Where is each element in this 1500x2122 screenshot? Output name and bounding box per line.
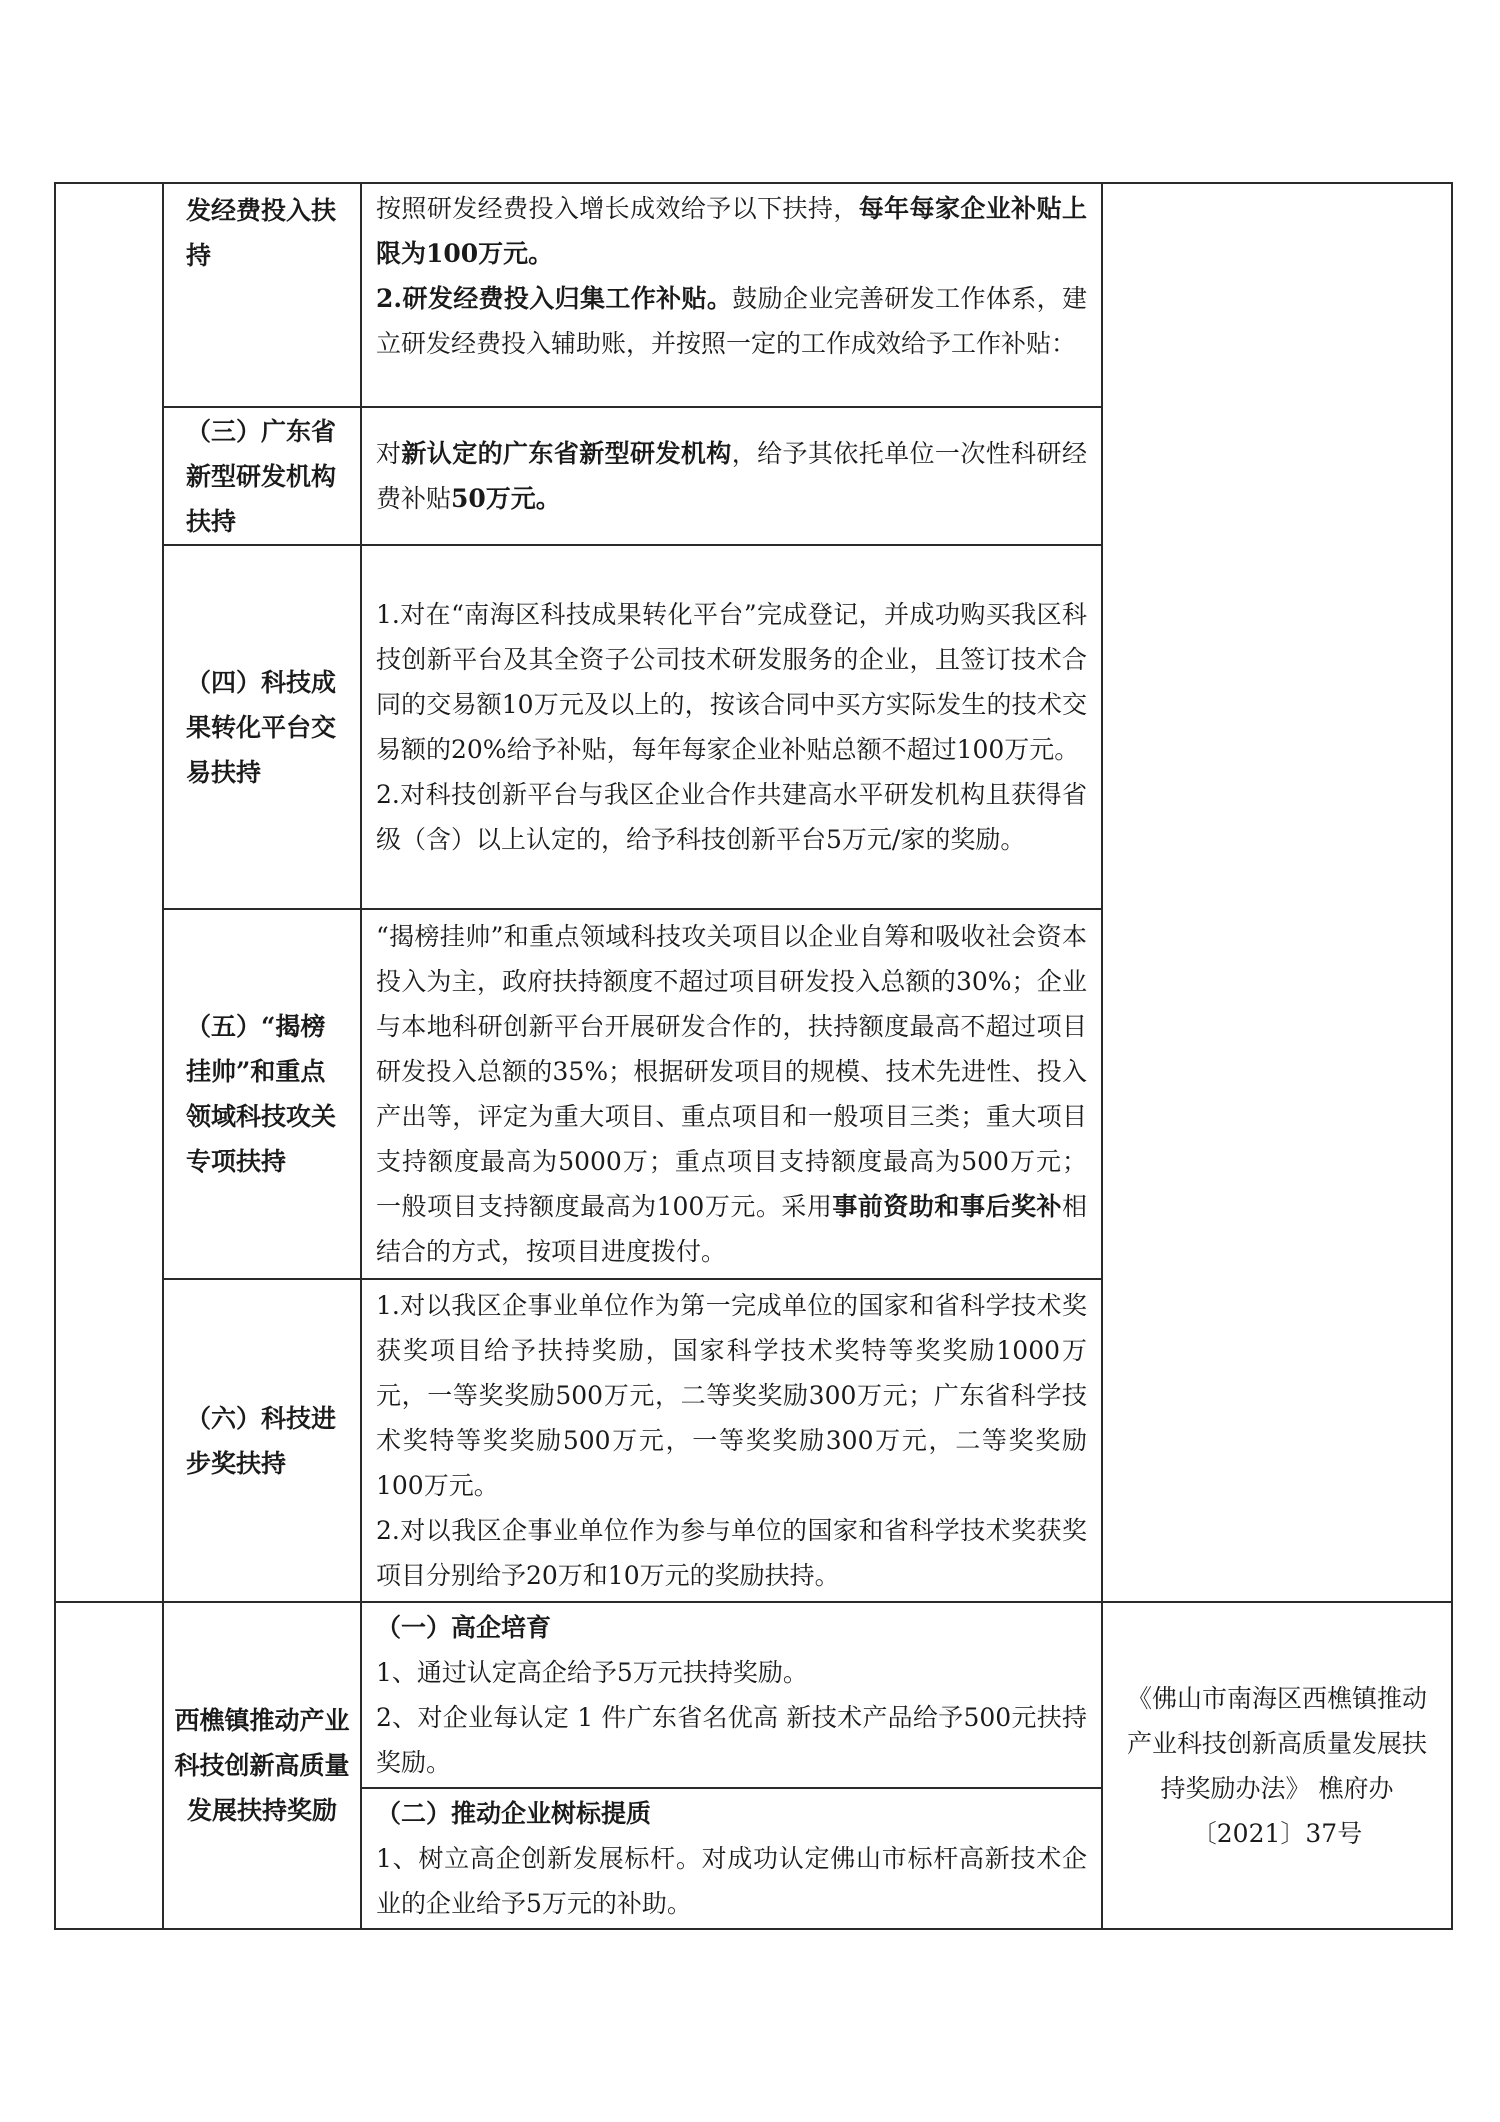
category-label: （五）“揭榜挂帅”和重点领域科技攻关专项扶持 [186, 1012, 337, 1176]
category-label: 西樵镇推动产业科技创新高质量发展扶持奖励 [174, 1706, 350, 1825]
source-cell [1102, 1602, 1452, 1929]
bold-text: 新认定的广东省新型研发机构 [401, 439, 732, 468]
content-cell [361, 545, 1102, 909]
paragraph: 1.对以我区企事业单位作为第一完成单位的国家和省科学技术奖获奖项目给予扶持奖励，国家科学技术奖特等奖奖励1000万元，一等奖奖励500万元，二等奖奖励300万元；广东省科学技术奖特等奖奖励500万元，一等奖奖励300万元，二等奖奖励100万元。 [376, 1291, 1087, 1500]
category-label: 发经费投入扶持 [186, 196, 337, 270]
category-label: （四）科技成果转化平台交易扶持 [186, 667, 337, 787]
paragraph [376, 431, 1087, 521]
bold-text: 2.研发经费投入归集工作补贴。 [376, 284, 733, 313]
category-cell [163, 909, 361, 1279]
policy-table [54, 182, 1453, 1930]
content-cell [361, 1279, 1102, 1602]
text: 按照研发经费投入增长成效给予以下扶持， [376, 194, 859, 223]
bold-text: 50万元。 [451, 484, 561, 513]
category-cell [163, 183, 361, 407]
table-row [55, 1602, 1452, 1929]
content-cell [361, 1602, 1102, 1929]
paragraph: 2.对科技创新平台与我区企业合作共建高水平研发机构且获得省级（含）以上认定的，给予科技创新平台5万元/家的奖励。 [376, 780, 1087, 854]
paragraph [376, 186, 1087, 276]
category-cell [163, 545, 361, 909]
category-label: （六）科技进步奖扶持 [186, 1403, 337, 1478]
text: 鼓励企业完善研发工作体系，建立研发经费投入辅助账，并按照一定的工作成效给予工作补贴： [376, 284, 1087, 358]
sub-section-heading: （二）推动企业树标提质 [376, 1799, 652, 1828]
sub-section [362, 1788, 1101, 1928]
text: 对 [376, 439, 402, 468]
bold-text: 事前资助和事后奖补 [832, 1192, 1062, 1221]
paragraph: 2、对企业每认定 1 件广东省名优高 新技术产品给予500元扶持奖励。 [376, 1703, 1087, 1777]
content-cell [361, 407, 1102, 545]
paragraph [376, 276, 1087, 366]
sub-section-body [362, 1788, 1101, 1928]
table-row [55, 183, 1452, 407]
sub-section [362, 1603, 1101, 1788]
sub-section-table [362, 1603, 1101, 1928]
category-label: （三）广东省新型研发机构扶持 [186, 416, 337, 536]
category-cell [163, 1279, 361, 1602]
content-cell [361, 183, 1102, 407]
sub-section-heading: （一）高企培育 [376, 1613, 552, 1642]
paragraph: 1.对在“南海区科技成果转化平台”完成登记，并成功购买我区科技创新平台及其全资子公司技术研发服务的企业，且签订技术合同的交易额10万元及以上的，按该合同中买方实际发生的技术交易额的20%给予补贴，每年每家企业补贴总额不超过100万元。 [376, 600, 1087, 764]
section-cell-empty [55, 183, 163, 1602]
paragraph: 1、树立高企创新发展标杆。对成功认定佛山市标杆高新技术企业的企业给予5万元的补助。 [376, 1844, 1087, 1918]
source-cell-empty [1102, 183, 1452, 1602]
paragraph: 1、通过认定高企给予5万元扶持奖励。 [376, 1658, 808, 1687]
paragraph [376, 914, 1087, 1274]
paragraph: 2.对以我区企事业单位作为参与单位的国家和省科学技术奖获奖项目分别给予20万和10万元的奖励扶持。 [376, 1516, 1087, 1590]
category-cell [163, 407, 361, 545]
text: “揭榜挂帅”和重点领域科技攻关项目以企业自筹和吸收社会资本投入为主，政府扶持额度不超过项目研发投入总额的30%；企业与本地科研创新平台开展研发合作的，扶持额度最高不超过项目研发投入总额的35%；根据研发项目的规模、技术先进性、投入产出等，评定为重大项目、重点项目和一般项目三类；重大项目支持额度最高为5000万；重点项目支持额度最高为500万元；一般项目支持额度最高为100万元。采用 [376, 922, 1087, 1221]
bold-text: 每年每家企业补贴上限为100万元。 [376, 194, 1087, 268]
content-cell [361, 909, 1102, 1279]
section-cell-empty [55, 1602, 163, 1929]
text: 相结合的方式，按项目进度拨付。 [376, 1192, 1087, 1266]
text: ，给予其依托单位一次性科研经费补贴 [376, 439, 1087, 513]
category-cell [163, 1602, 361, 1929]
sub-section-body [362, 1603, 1101, 1788]
source-document: 《佛山市南海区西樵镇推动产业科技创新高质量发展扶持奖励办法》 樵府办〔2021〕37号 [1126, 1683, 1427, 1848]
